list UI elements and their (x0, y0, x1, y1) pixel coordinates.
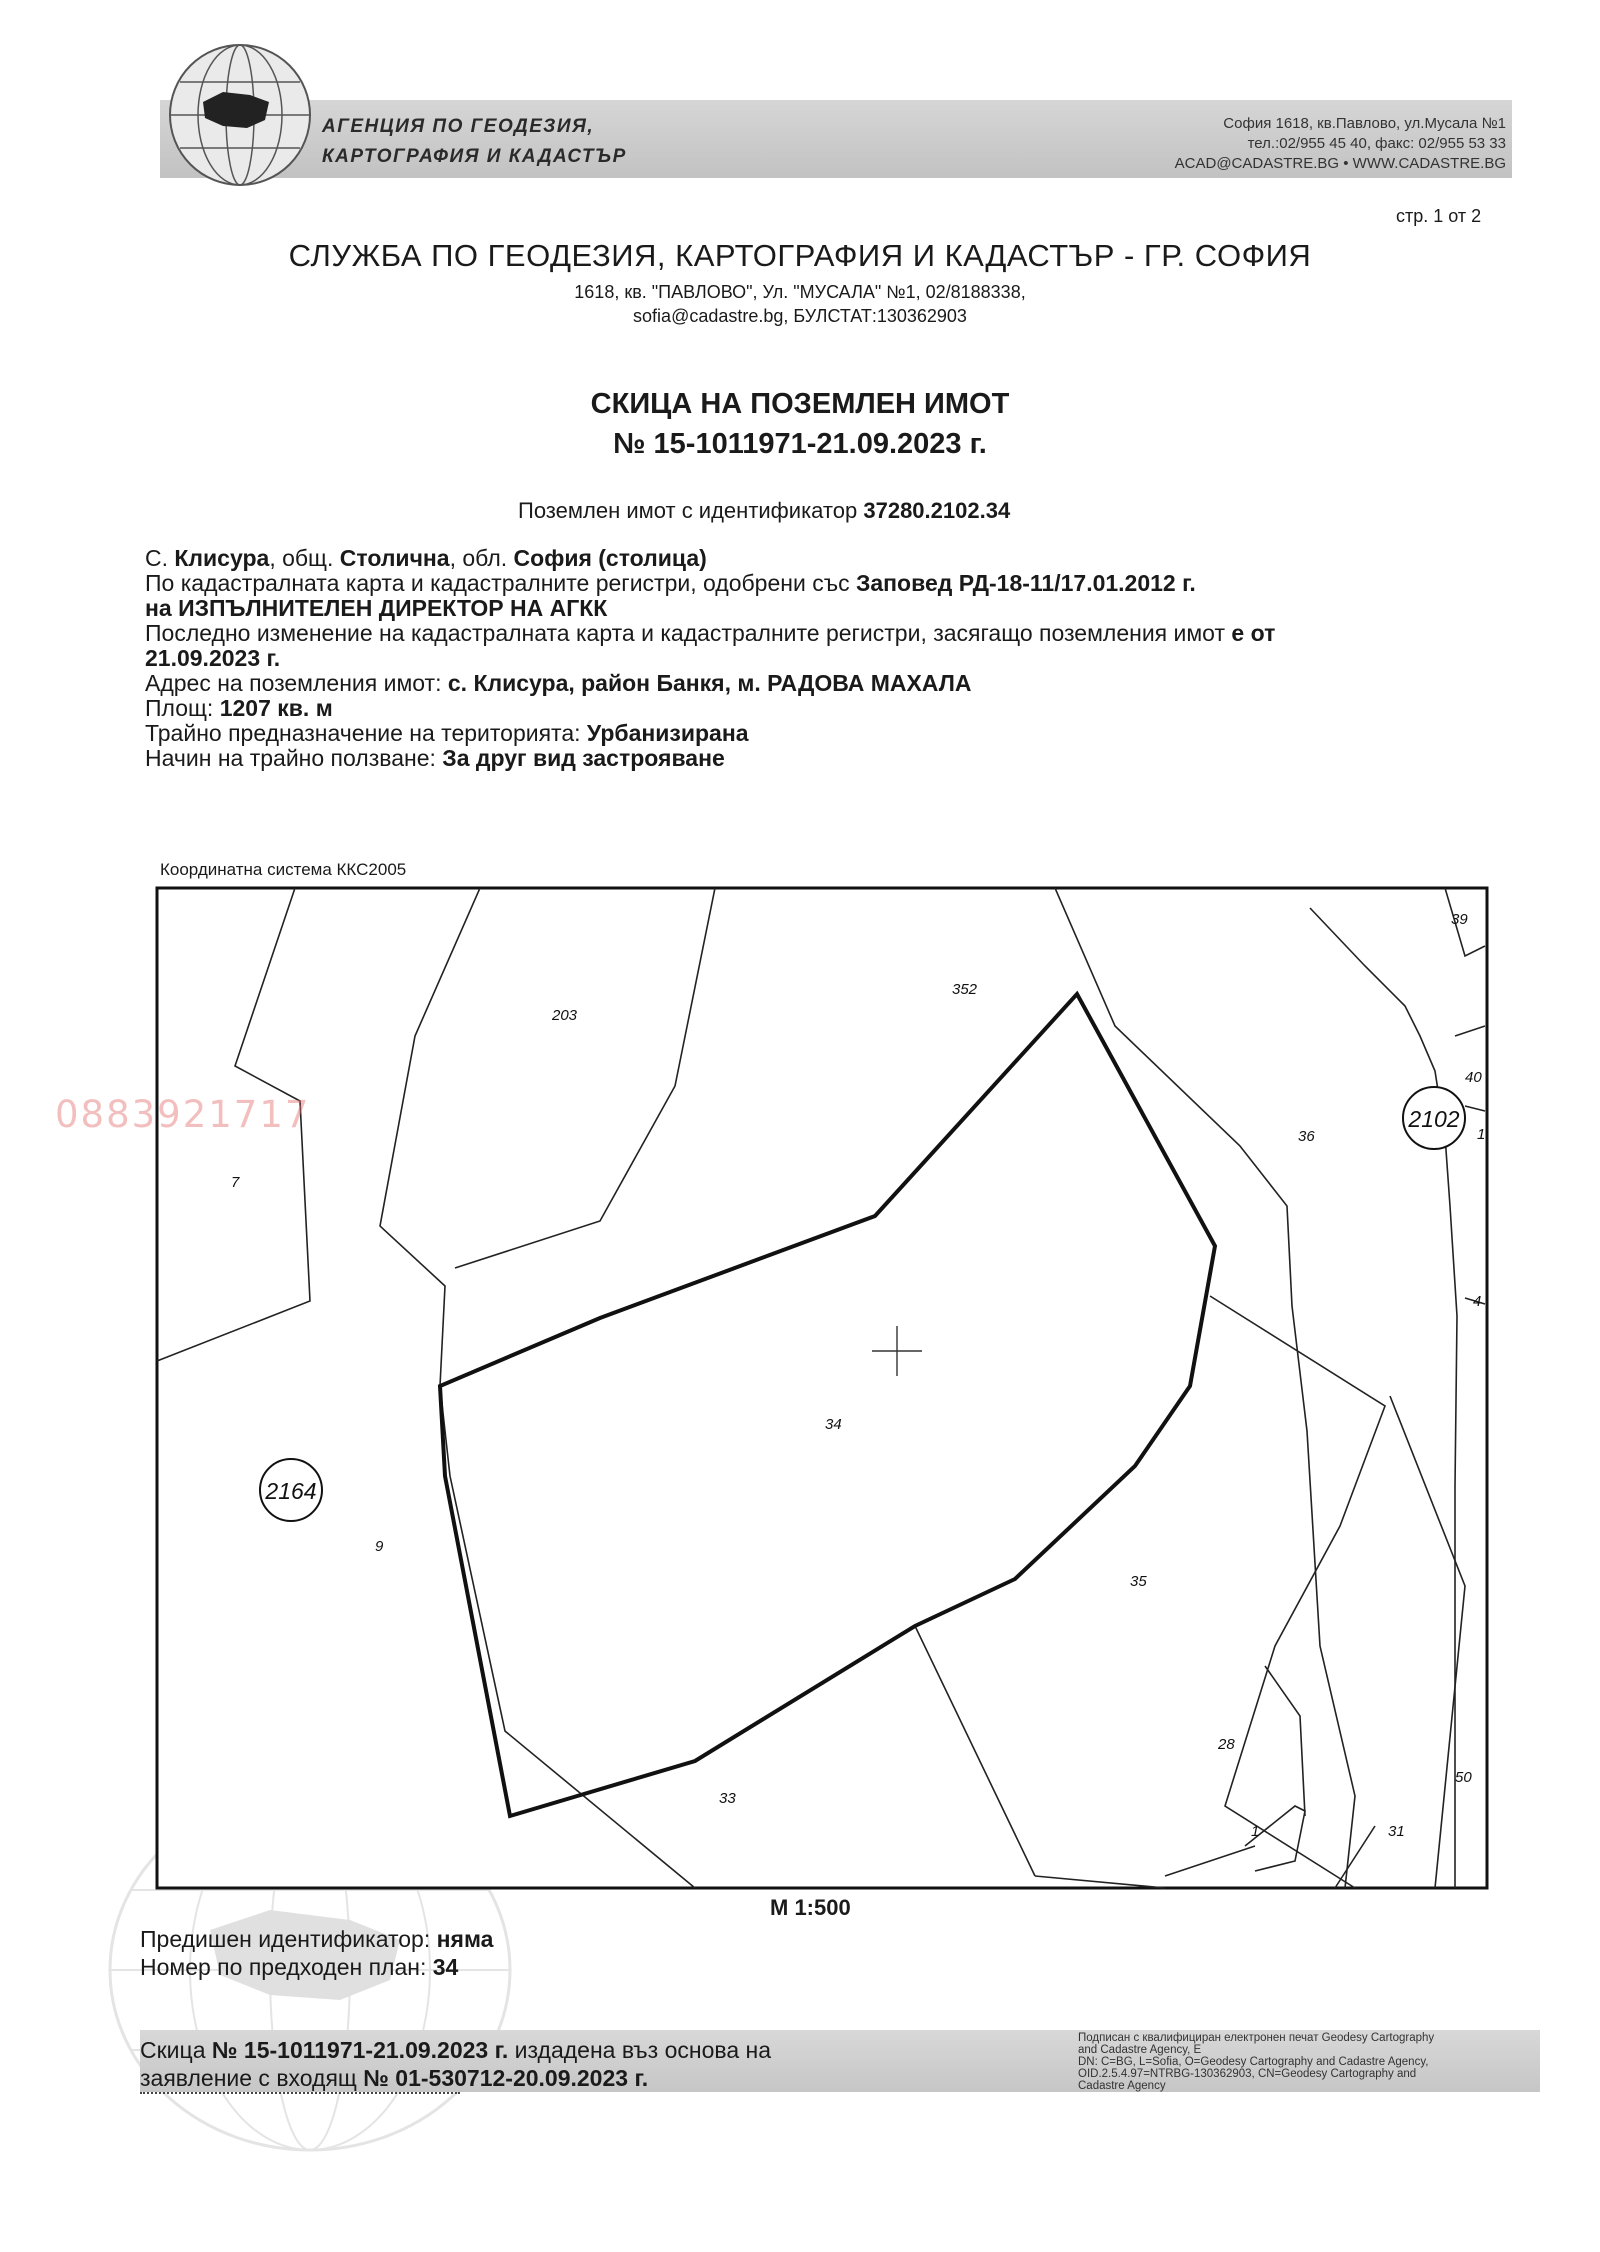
purpose-value: Урбанизирана (586, 720, 749, 746)
sketch-suffix: издадена въз основа на (514, 2037, 772, 2063)
parcel-36-label: 36 (1298, 1128, 1315, 1145)
agency-name (322, 112, 627, 172)
map-approval-label: По кадастралната карта и кадастралните регистри, одобрени със (145, 570, 850, 596)
zone-2102-marker (1403, 1087, 1465, 1149)
area-value: 1207 кв. м (219, 695, 333, 721)
last-change-label: Последно изменение на кадастралната карта и кадастралните регистри, засягащо поземления имот (145, 620, 1226, 646)
place-prefix: С. (145, 545, 168, 571)
address-label: Адрес на поземления имот: (145, 670, 442, 696)
agency-name-line2: КАРТОГРАФИЯ И КАДАСТЪР (322, 146, 627, 167)
page-number: стр. 1 от 2 (1396, 206, 1482, 226)
seal-line5: Cadastre Agency (1078, 2080, 1166, 2092)
document-title (0, 384, 1600, 464)
issuance-statement (140, 2036, 771, 2092)
purpose-row (145, 721, 1525, 746)
agency-email-web: ACAD@CADASTRE.BG • WWW.CADASTRE.BG (1174, 155, 1506, 172)
parcel-9-label: 9 (375, 1538, 384, 1555)
last-change-prefix: е от (1231, 620, 1276, 646)
identifier-line (518, 498, 1010, 524)
previous-identifier-row (140, 1925, 493, 1953)
parcel-50-label: 50 (1455, 1769, 1472, 1786)
sketch-issued-row (140, 2036, 771, 2064)
sketch-number: № 15-1011971-21.09.2023 г. (211, 2037, 509, 2063)
parcel-34-label: 34 (825, 1416, 842, 1433)
address-row (145, 671, 1525, 696)
phone-watermark: 0883921717 (55, 1093, 311, 1136)
parcel-1b-label: 1 (1477, 1126, 1486, 1143)
previous-identifiers (140, 1925, 493, 1981)
service-address-line2: sofia@cadastre.bg, БУЛСТАТ:130362903 (633, 306, 967, 326)
cadastral-map (155, 886, 1490, 1891)
seal-line4: OID.2.5.4.97=NTRBG-130362903, CN=Geodesy Cartography and (1078, 2068, 1417, 2080)
map-scale: М 1:500 (770, 1895, 851, 1920)
parcel-39-label: 39 (1451, 911, 1468, 928)
zone-2164-marker (260, 1459, 322, 1521)
identifier-label: Поземлен имот с идентификатор (518, 498, 858, 523)
seal-line2: and Cadastre Agency, E (1078, 2044, 1202, 2056)
parcel-4-label: 4 (1473, 1293, 1482, 1310)
municipality-label: , общ. (269, 545, 334, 571)
parcel-7-label: 7 (231, 1174, 240, 1191)
agency-contacts (1100, 114, 1506, 174)
parcel-33-label: 33 (719, 1790, 736, 1807)
location-row (145, 546, 1525, 571)
area-row (145, 696, 1525, 721)
document-number: № 15-1011971-21.09.2023 г. (613, 428, 987, 460)
area-label: Площ: (145, 695, 214, 721)
usage-row (145, 746, 1525, 771)
previous-plan-label: Номер по предходен план: (140, 1954, 427, 1980)
coordinate-system-label: Координатна система ККС2005 (160, 860, 407, 879)
document-title-line1: СКИЦА НА ПОЗЕМЛЕН ИМОТ (590, 388, 1010, 420)
usage-value: За друг вид застрояване (442, 745, 725, 771)
previous-identifier-value: няма (436, 1926, 494, 1952)
municipality-value: Столична (339, 545, 450, 571)
map-approval-issuer: на ИЗПЪЛНИТЕЛЕН ДИРЕКТОР НА АГКК (145, 595, 608, 621)
region-value: София (столица) (513, 545, 707, 571)
parcel-31-label: 31 (1388, 1823, 1405, 1840)
previous-plan-value: 34 (432, 1954, 459, 1980)
zone-2164-label: 2164 (265, 1478, 317, 1504)
electronic-seal-note (1078, 2032, 1548, 2092)
parcel-1-label: 1 (1251, 1823, 1260, 1840)
address-value: с. Клисура, район Банкя, м. РАДОВА МАХАЛА (447, 670, 972, 696)
usage-label: Начин на трайно ползване: (145, 745, 436, 771)
service-address (0, 280, 1600, 328)
purpose-label: Трайно предназначение на територията: (145, 720, 581, 746)
agency-phone: тел.:02/955 45 40, факс: 02/955 53 33 (1247, 135, 1506, 152)
sketch-prefix: Скица (140, 2037, 206, 2063)
seal-line1: Подписан с квалифициран електронен печат Geodesy Cartography (1078, 2032, 1435, 2044)
agency-address: София 1618, кв.Павлово, ул.Мусала №1 (1223, 115, 1506, 132)
map-frame (157, 888, 1487, 1888)
parcel-352-label: 352 (952, 981, 978, 998)
application-number: № 01-530712-20.09.2023 г. (363, 2065, 649, 2091)
map-approval-order: Заповед РД-18-11/17.01.2012 г. (855, 570, 1196, 596)
parcel-40-label: 40 (1465, 1069, 1482, 1086)
previous-plan-row (140, 1953, 493, 1981)
parcel-203-label: 203 (552, 1007, 578, 1024)
application-row (140, 2064, 771, 2092)
parcel-35-label: 35 (1130, 1573, 1147, 1590)
last-change-date-row (145, 646, 1525, 671)
identifier-value: 37280.2102.34 (863, 498, 1011, 523)
previous-identifier-label: Предишен идентификатор: (140, 1926, 431, 1952)
map-approval-row (145, 571, 1525, 596)
agency-name-line1: АГЕНЦИЯ ПО ГЕОДЕЗИЯ, (322, 116, 595, 137)
region-label: , обл. (449, 545, 508, 571)
service-title: СЛУЖБА ПО ГЕОДЕЗИЯ, КАРТОГРАФИЯ И КАДАСТЪР - ГР. СОФИЯ (288, 238, 1312, 273)
signature-dotted-line (140, 2092, 460, 2094)
property-details (145, 546, 1525, 771)
place-value: Клисура (174, 545, 270, 571)
map-issuer-row (145, 596, 1525, 621)
parcel-28-label: 28 (1218, 1736, 1235, 1753)
zone-2102-label: 2102 (1408, 1106, 1460, 1132)
application-label: заявление с входящ (140, 2065, 357, 2091)
agency-globe-logo (165, 40, 315, 190)
seal-line3: DN: C=BG, L=Sofia, O=Geodesy Cartography and Cadastre Agency, (1078, 2056, 1429, 2068)
service-address-line1: 1618, кв. "ПАВЛОВО", Ул. "МУСАЛА" №1, 02/8188338, (574, 282, 1026, 302)
last-change-row (145, 621, 1525, 646)
last-change-date: 21.09.2023 г. (145, 645, 281, 671)
